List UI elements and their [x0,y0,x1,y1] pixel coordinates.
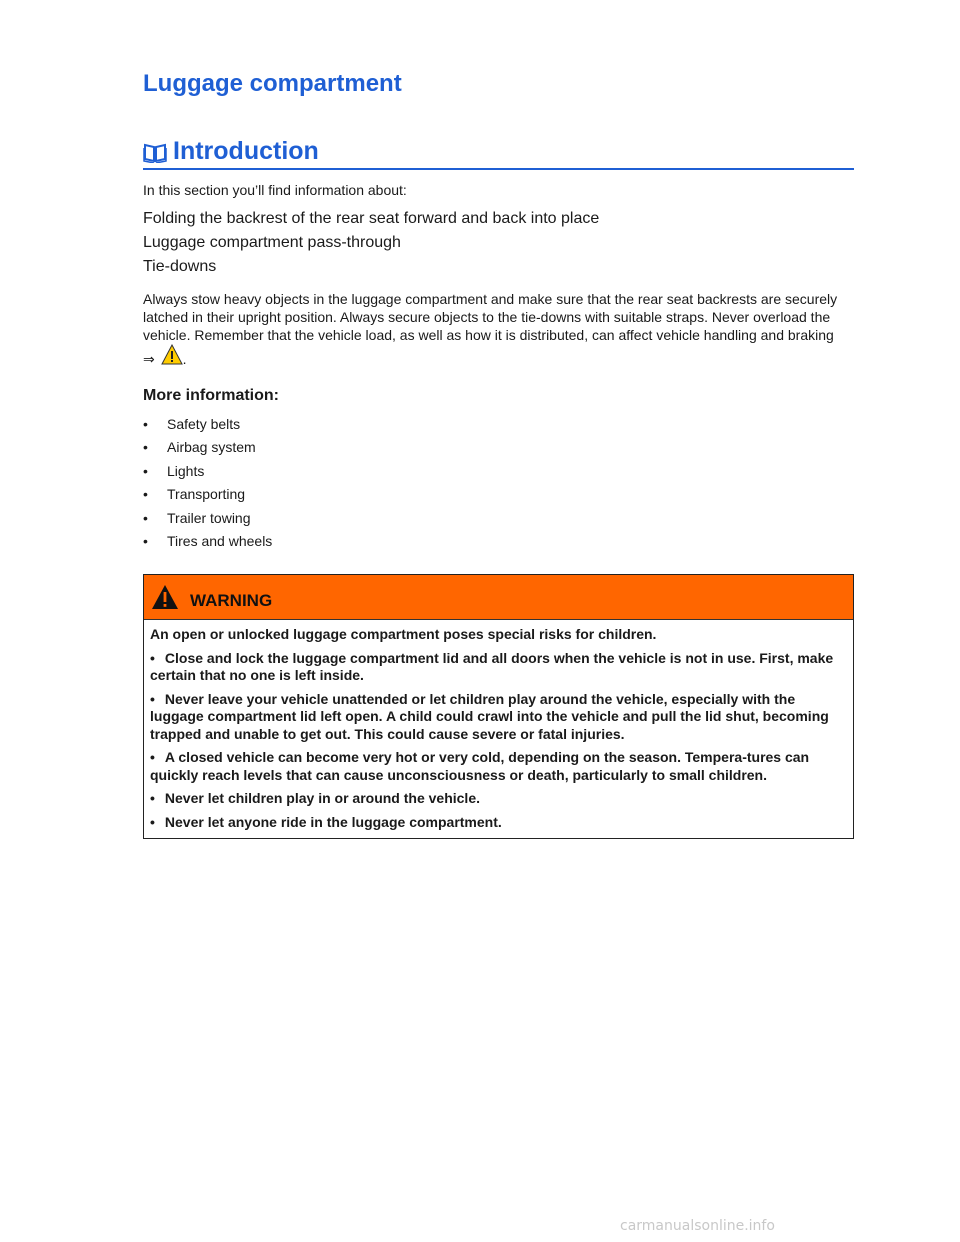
bullet: • [150,649,155,666]
list-item[interactable]: • Tires and wheels [143,530,272,553]
bullet: • [143,486,148,503]
bullet: • [150,790,155,806]
footer-watermark: carmanualsonline.info [620,1218,775,1234]
bullet: • [150,690,155,707]
intro-paragraph-end: . [182,351,187,367]
introduction-heading [143,137,854,170]
topic-item[interactable]: Luggage compartment pass-through [143,234,401,251]
bullet: • [143,462,148,479]
more-information-heading: More information: [143,387,279,404]
warning-item: • Never let children play in or around the vehicle. [150,790,480,806]
book-icon [143,141,167,163]
page-title: Luggage compartment [143,70,402,97]
list-item[interactable]: • Trailer towing [143,507,272,530]
list-item[interactable]: • Airbag system [143,436,272,459]
bullet: • [143,509,148,526]
bullet: • [143,416,148,432]
warning-intro: An open or unlocked luggage compartment poses special risks for children. [150,626,657,642]
topic-item[interactable]: Tie-downs [143,258,217,275]
bullet: • [150,813,155,830]
warning-header [144,575,853,620]
warning-body [144,620,853,838]
warning-item: • Never let anyone ride in the luggage compartment. [150,813,502,830]
topic-item[interactable]: Folding the backrest of the rear seat forward and back into place [143,210,600,227]
warning-triangle-icon [150,583,180,611]
more-information-list [143,413,272,553]
warning-item: • Never leave your vehicle unattended or let children play around the vehicle, especially with the luggage compartment lid left open. A child could crawl into the vehicle and pull the lid shut, becoming trapped and unable to get out. This could cause severe or fatal injuries. [150,690,829,742]
bullet: • [150,749,155,765]
list-item[interactable]: • Transporting [143,483,272,506]
list-item[interactable]: • Lights [143,460,272,483]
introduction-title: Introduction [173,137,319,165]
bullet: • [143,439,148,456]
bullet: • [143,533,148,550]
warning-triangle-link-icon[interactable] [161,344,183,366]
intro-paragraph [143,290,843,368]
list-item[interactable]: • Safety belts [143,413,272,436]
warning-title: WARNING [190,591,273,610]
intro-paragraph-text: Always stow heavy objects in the luggage compartment and make sure that the rear seat backrests are securely latched in their upright position. Always secure objects to the tie-downs with suitable straps. Never overload the vehicle. Remember that the vehicle load, as well as how it is distributed, can affect vehicle handling and braking ⇒ [143,291,838,367]
warning-item: • A closed vehicle can become very hot or very cold, depending on the season. Tempera-tures can quickly reach levels that can cause unconsciousness or death, particularly to small children. [150,749,810,783]
topic-list [143,207,599,279]
intro-lead-text: In this section you’ll find information about: [143,182,407,198]
warning-box [143,574,854,839]
warning-item: • Close and lock the luggage compartment lid and all doors when the vehicle is not in use. First, make certain that no one is left inside. [150,649,834,683]
